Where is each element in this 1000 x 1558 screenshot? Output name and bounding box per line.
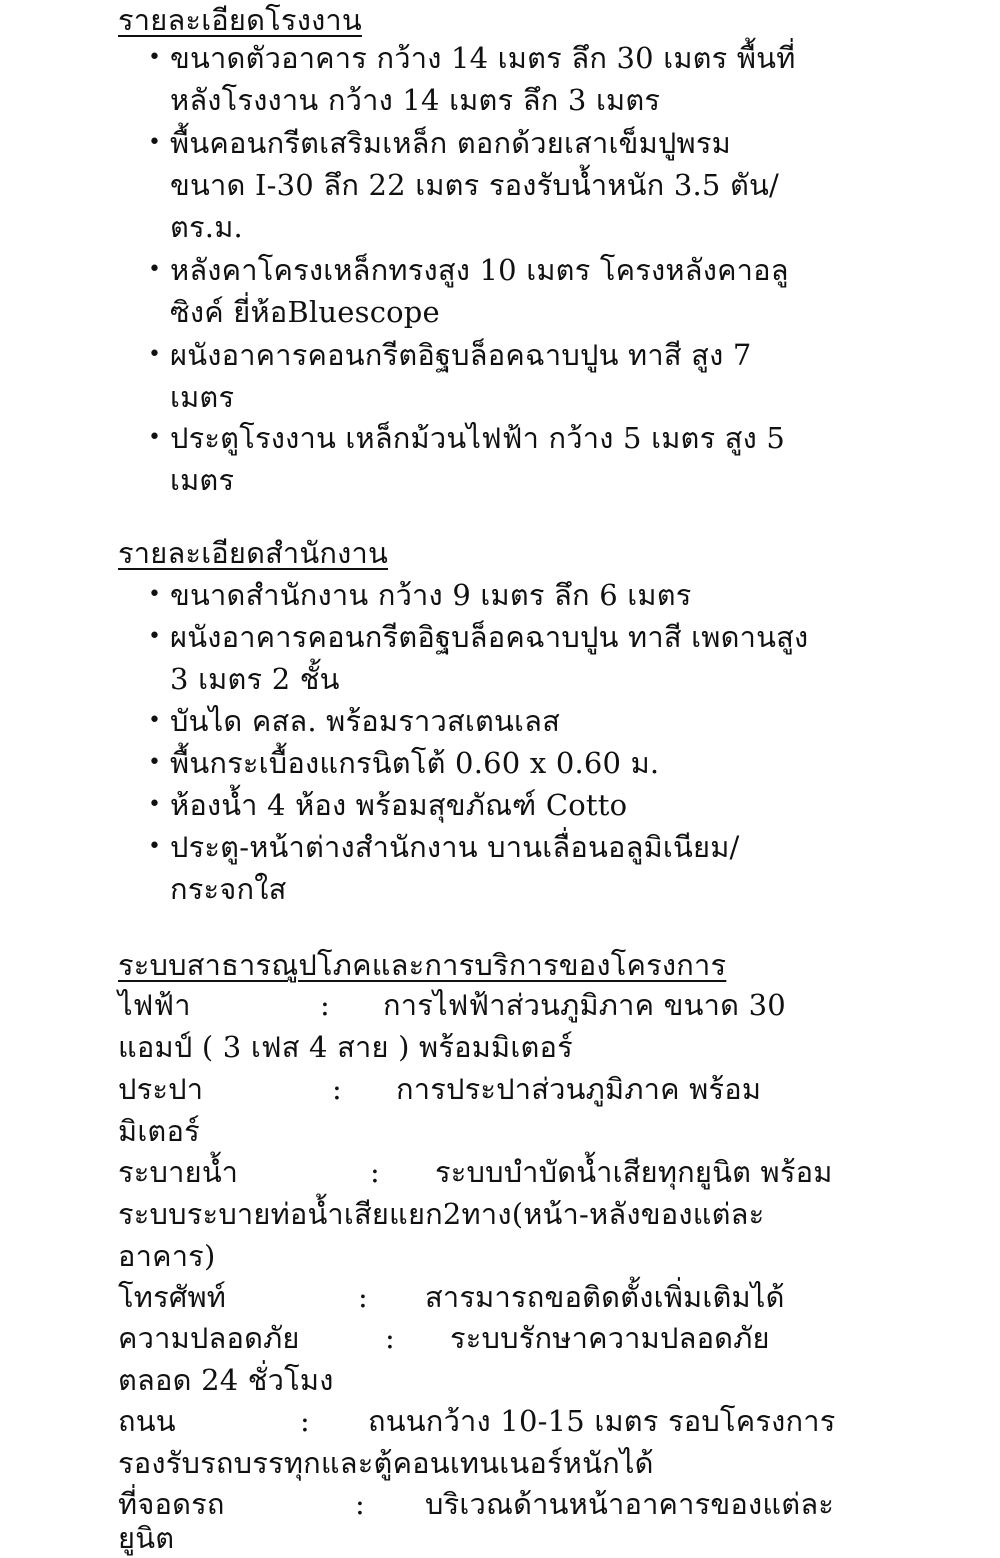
separator-colon: : (320, 988, 330, 1022)
utility-cont-drainage-2: อาคาร) (118, 1239, 216, 1273)
separator-colon: : (300, 1404, 310, 1438)
separator-colon: : (358, 1280, 368, 1314)
bullet-icon: • (148, 342, 161, 367)
utility-value-water: การประปาส่วนภูมิภาค พร้อม (396, 1072, 762, 1106)
factory-item-2-line-1: พื้นคอนกรีตเสริมเหล็ก ตอกด้วยเสาเข็มปูพรม (170, 126, 731, 160)
office-item-5-line-1: ห้องน้ำ 4 ห้อง พร้อมสุขภัณฑ์ Cotto (170, 788, 628, 822)
factory-item-4-line-2: เมตร (170, 380, 235, 414)
utility-value-road: ถนนกว้าง 10-15 เมตร รอบโครงการ (368, 1404, 836, 1438)
office-item-2-line-1: ผนังอาคารคอนกรีตอิฐบล็อคฉาบปูน ทาสี เพดานสูง (170, 620, 809, 654)
utility-value-drainage: ระบบบำบัดน้ำเสียทุกยูนิต พร้อม (435, 1155, 833, 1189)
bullet-icon: • (148, 582, 161, 607)
utility-label-drainage: ระบายน้ำ (118, 1155, 239, 1189)
separator-colon: : (385, 1321, 395, 1355)
factory-item-5-line-1: ประตูโรงงาน เหล็กม้วนไฟฟ้า กว้าง 5 เมตร สูง 5 (170, 421, 786, 455)
utility-value-electricity: การไฟฟ้าส่วนภูมิภาค ขนาด 30 (383, 988, 786, 1022)
factory-item-3-line-1: หลังคาโครงเหล็กทรงสูง 10 เมตร โครงหลังคาอลู (170, 253, 789, 287)
bullet-icon: • (148, 624, 161, 649)
factory-item-4-line-1: ผนังอาคารคอนกรีตอิฐบล็อคฉาบปูน ทาสี สูง 7 (170, 338, 752, 372)
office-item-1-line-1: ขนาดสำนักงาน กว้าง 9 เมตร ลึก 6 เมตร (170, 578, 692, 612)
utility-label-electricity: ไฟฟ้า (118, 988, 191, 1022)
bullet-icon: • (148, 834, 161, 859)
office-item-6-line-2: กระจกใส (170, 872, 287, 906)
utility-label-parking: ที่จอดรถ (118, 1487, 225, 1521)
utility-cont-security: ตลอด 24 ชั่วโมง (118, 1363, 334, 1397)
office-heading: รายละเอียดสำนักงาน (118, 536, 388, 570)
factory-item-1-line-2: หลังโรงงาน กว้าง 14 เมตร ลึก 3 เมตร (170, 83, 661, 117)
separator-colon: : (370, 1155, 380, 1189)
bullet-icon: • (148, 750, 161, 775)
bullet-icon: • (148, 708, 161, 733)
utility-cont-parking: ยูนิต (118, 1521, 175, 1555)
factory-item-3-line-2: ซิงค์ ยี่ห้อBluescope (170, 295, 440, 329)
bullet-icon: • (148, 792, 161, 817)
factory-item-2-line-2: ขนาด I-30 ลึก 22 เมตร รองรับน้ำหนัก 3.5 ตัน/ (170, 168, 780, 202)
bullet-icon: • (148, 425, 161, 450)
factory-item-5-line-2: เมตร (170, 463, 235, 497)
office-item-2-line-2: 3 เมตร 2 ชั้น (170, 662, 340, 696)
utility-cont-electricity: แอมป์ ( 3 เฟส 4 สาย ) พร้อมมิเตอร์ (118, 1030, 573, 1064)
factory-heading: รายละเอียดโรงงาน (118, 3, 362, 37)
bullet-icon: • (148, 45, 161, 70)
utility-label-road: ถนน (118, 1404, 176, 1438)
utility-label-telephone: โทรศัพท์ (118, 1280, 227, 1314)
separator-colon: : (332, 1072, 342, 1106)
office-item-4-line-1: พื้นกระเบื้องแกรนิตโต้ 0.60 x 0.60 ม. (170, 746, 660, 780)
utility-label-water: ประปา (118, 1072, 204, 1106)
utilities-heading: ระบบสาธารณูปโภคและการบริการของโครงการ (118, 948, 727, 982)
utility-value-telephone: สารมารถขอติดตั้งเพิ่มเติมได้ (425, 1280, 785, 1314)
office-item-6-line-1: ประตู-หน้าต่างสำนักงาน บานเลื่อนอลูมิเนียม/ (170, 830, 740, 864)
utility-value-parking: บริเวณด้านหน้าอาคารของแต่ละ (425, 1487, 835, 1521)
utility-value-security: ระบบรักษาความปลอดภัย (450, 1321, 770, 1355)
utility-label-security: ความปลอดภัย (118, 1321, 300, 1355)
office-item-3-line-1: บันได คสล. พร้อมราวสเตนเลส (170, 704, 560, 738)
bullet-icon: • (148, 257, 161, 282)
utility-cont-road: รองรับรถบรรทุกและตู้คอนเทนเนอร์หนักได้ (118, 1446, 654, 1480)
separator-colon: : (355, 1487, 365, 1521)
factory-item-1-line-1: ขนาดตัวอาคาร กว้าง 14 เมตร ลึก 30 เมตร พื้นที่ (170, 41, 796, 75)
factory-item-2-line-3: ตร.ม. (170, 210, 243, 244)
bullet-icon: • (148, 130, 161, 155)
utility-cont-water: มิเตอร์ (118, 1114, 200, 1148)
utility-cont-drainage-1: ระบบระบายท่อน้ำเสียแยก2ทาง(หน้า-หลังของแต่ละ (118, 1197, 765, 1231)
